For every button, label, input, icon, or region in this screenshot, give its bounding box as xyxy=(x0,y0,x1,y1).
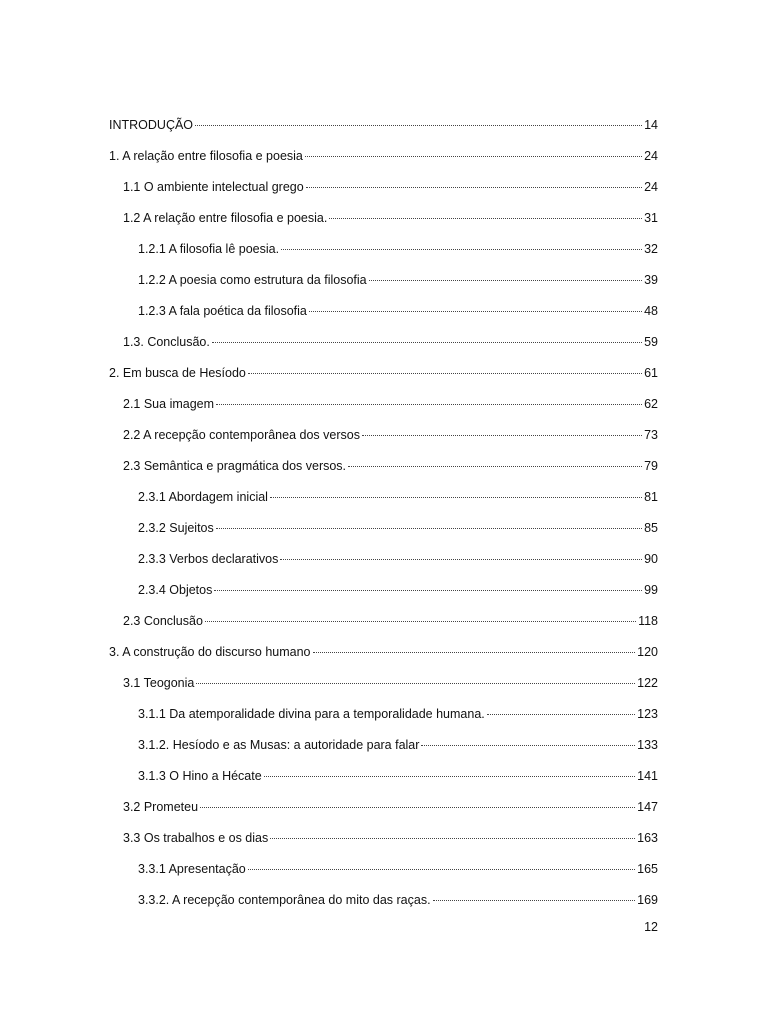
toc-entry-label: 2.3.3 Verbos declarativos xyxy=(138,552,279,566)
toc-entry-label: 3.1.2. Hesíodo e as Musas: a autoridade para falar xyxy=(138,738,420,752)
toc-entry-label: 3.1.1 Da atemporalidade divina para a temporalidade humana. xyxy=(138,707,485,721)
toc-entry xyxy=(109,424,658,455)
dot-leader xyxy=(433,900,636,901)
toc-entry-label: 1.2 A relação entre filosofia e poesia. xyxy=(123,211,328,225)
toc-entry xyxy=(109,889,658,920)
toc-entry-page: 163 xyxy=(637,831,658,845)
toc-entry-label: 1. A relação entre filosofia e poesia xyxy=(109,149,303,163)
toc-entry-page: 169 xyxy=(637,893,658,907)
toc-entry xyxy=(109,300,658,331)
dot-leader xyxy=(248,869,635,870)
dot-leader xyxy=(216,404,642,405)
toc-entry-label: 3.3 Os trabalhos e os dias xyxy=(123,831,269,845)
toc-entry xyxy=(109,579,658,610)
toc-entry-page: 165 xyxy=(637,862,658,876)
toc-entry xyxy=(109,393,658,424)
toc-entry-page: 120 xyxy=(637,645,658,659)
toc-entry-label: 3.3.2. A recepção contemporânea do mito das raças. xyxy=(138,893,431,907)
dot-leader xyxy=(212,342,642,343)
toc-entry-label: 1.1 O ambiente intelectual grego xyxy=(123,180,304,194)
dot-leader xyxy=(270,497,642,498)
toc-entry-label: 3.2 Prometeu xyxy=(123,800,199,814)
dot-leader xyxy=(214,590,642,591)
toc-entry xyxy=(109,269,658,300)
dot-leader xyxy=(329,218,642,219)
toc-entry xyxy=(109,641,658,672)
toc-entry-page: 39 xyxy=(644,273,658,287)
dot-leader xyxy=(305,156,642,157)
toc-entry-label: 3.3.1 Apresentação xyxy=(138,862,246,876)
toc-entry xyxy=(109,765,658,796)
toc-entry-page: 24 xyxy=(644,149,658,163)
dot-leader xyxy=(309,311,642,312)
dot-leader xyxy=(487,714,635,715)
dot-leader xyxy=(195,125,642,126)
toc-entry-page: 90 xyxy=(644,552,658,566)
toc-entry xyxy=(109,517,658,548)
toc-entry-label: INTRODUÇÃO xyxy=(109,118,194,132)
toc-entry-label: 2. Em busca de Hesíodo xyxy=(109,366,246,380)
dot-leader xyxy=(200,807,635,808)
toc-entry xyxy=(109,548,658,579)
toc-entry-page: 118 xyxy=(638,614,658,628)
toc-entry xyxy=(109,114,658,145)
toc-entry xyxy=(109,703,658,734)
toc-entry-page: 73 xyxy=(644,428,658,442)
toc-entry xyxy=(109,610,658,641)
toc-entry-label: 3.1 Teogonia xyxy=(123,676,195,690)
toc-entry-page: 59 xyxy=(644,335,658,349)
toc-entry-label: 2.3 Semântica e pragmática dos versos. xyxy=(123,459,347,473)
dot-leader xyxy=(306,187,642,188)
dot-leader xyxy=(281,249,642,250)
toc-entry-page: 14 xyxy=(644,118,658,132)
page-number: 12 xyxy=(644,920,658,934)
dot-leader xyxy=(248,373,642,374)
toc-entry xyxy=(109,796,658,827)
toc-entry-page: 48 xyxy=(644,304,658,318)
toc-entry-label: 2.3.2 Sujeitos xyxy=(138,521,214,535)
toc-entry-page: 99 xyxy=(644,583,658,597)
toc-entry-page: 123 xyxy=(637,707,658,721)
toc-entry-label: 1.2.2 A poesia como estrutura da filosofia xyxy=(138,273,367,287)
toc-entry-label: 1.3. Conclusão. xyxy=(123,335,210,349)
toc-entry-page: 32 xyxy=(644,242,658,256)
toc-entry-page: 133 xyxy=(637,738,658,752)
toc-entry xyxy=(109,362,658,393)
toc-entry-page: 61 xyxy=(644,366,658,380)
toc-entry xyxy=(109,734,658,765)
dot-leader xyxy=(313,652,636,653)
dot-leader xyxy=(270,838,635,839)
dot-leader xyxy=(196,683,635,684)
toc-entry-page: 85 xyxy=(644,521,658,535)
toc-entry xyxy=(109,331,658,362)
toc-entry xyxy=(109,455,658,486)
toc-entry xyxy=(109,486,658,517)
toc-entry-page: 147 xyxy=(637,800,658,814)
dot-leader xyxy=(348,466,642,467)
toc-entry xyxy=(109,176,658,207)
toc-entry-page: 81 xyxy=(644,490,658,504)
toc-entry-page: 122 xyxy=(637,676,658,690)
toc-entry xyxy=(109,238,658,269)
toc-entry xyxy=(109,145,658,176)
toc-entry-label: 2.2 A recepção contemporânea dos versos xyxy=(123,428,360,442)
toc-entry xyxy=(109,207,658,238)
dot-leader xyxy=(205,621,636,622)
toc-entry xyxy=(109,672,658,703)
dot-leader xyxy=(264,776,635,777)
toc-entry-label: 1.2.1 A filosofia lê poesia. xyxy=(138,242,280,256)
toc-entry-page: 31 xyxy=(644,211,658,225)
toc-entry-label: 2.3 Conclusão xyxy=(123,614,203,628)
dot-leader xyxy=(369,280,642,281)
toc-entry xyxy=(109,827,658,858)
dot-leader xyxy=(362,435,642,436)
table-of-contents xyxy=(109,114,658,920)
toc-entry-page: 141 xyxy=(637,769,658,783)
toc-entry-page: 62 xyxy=(644,397,658,411)
toc-entry-page: 79 xyxy=(644,459,658,473)
toc-entry-label: 1.2.3 A fala poética da filosofia xyxy=(138,304,307,318)
dot-leader xyxy=(216,528,642,529)
toc-entry-label: 2.3.4 Objetos xyxy=(138,583,213,597)
toc-entry-label: 3.1.3 O Hino a Hécate xyxy=(138,769,262,783)
toc-entry-label: 2.3.1 Abordagem inicial xyxy=(138,490,268,504)
dot-leader xyxy=(421,745,635,746)
toc-entry-label: 2.1 Sua imagem xyxy=(123,397,215,411)
toc-entry-page: 24 xyxy=(644,180,658,194)
toc-entry-label: 3. A construção do discurso humano xyxy=(109,645,311,659)
toc-entry xyxy=(109,858,658,889)
dot-leader xyxy=(280,559,642,560)
